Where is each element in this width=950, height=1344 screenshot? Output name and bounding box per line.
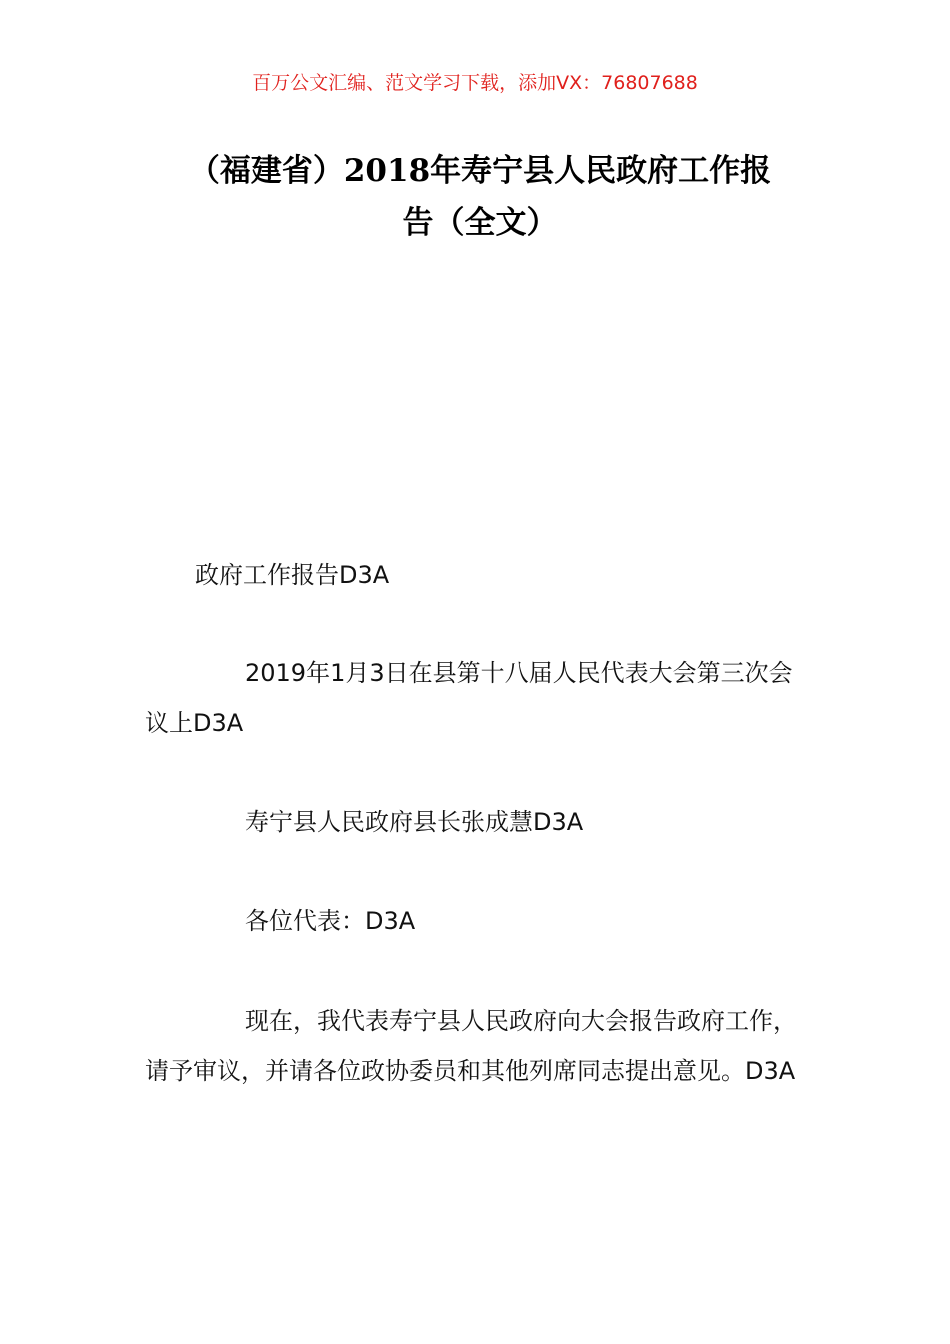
header-note: 百万公文汇编、范文学习下载，添加VX：76807688 [252, 72, 698, 94]
paragraph: 寿宁县人民政府县长张成慧D3A [245, 808, 584, 836]
paragraph: 各位代表：D3A [245, 907, 416, 935]
paragraph: 政府工作报告D3A [195, 561, 390, 589]
title-line-1: （福建省）2018年寿宁县人民政府工作报 [188, 153, 772, 189]
document-title [145, 145, 815, 249]
paragraph: 现在，我代表寿宁县人民政府向大会报告政府工作，请予审议，并请各位政协委员和其他列席同志提出意见。D3A [145, 1007, 797, 1085]
paragraph: 2019年1月3日在县第十八届人民代表大会第三次会议上D3A [145, 659, 793, 737]
title-line-2: 告（全文） [402, 205, 558, 241]
